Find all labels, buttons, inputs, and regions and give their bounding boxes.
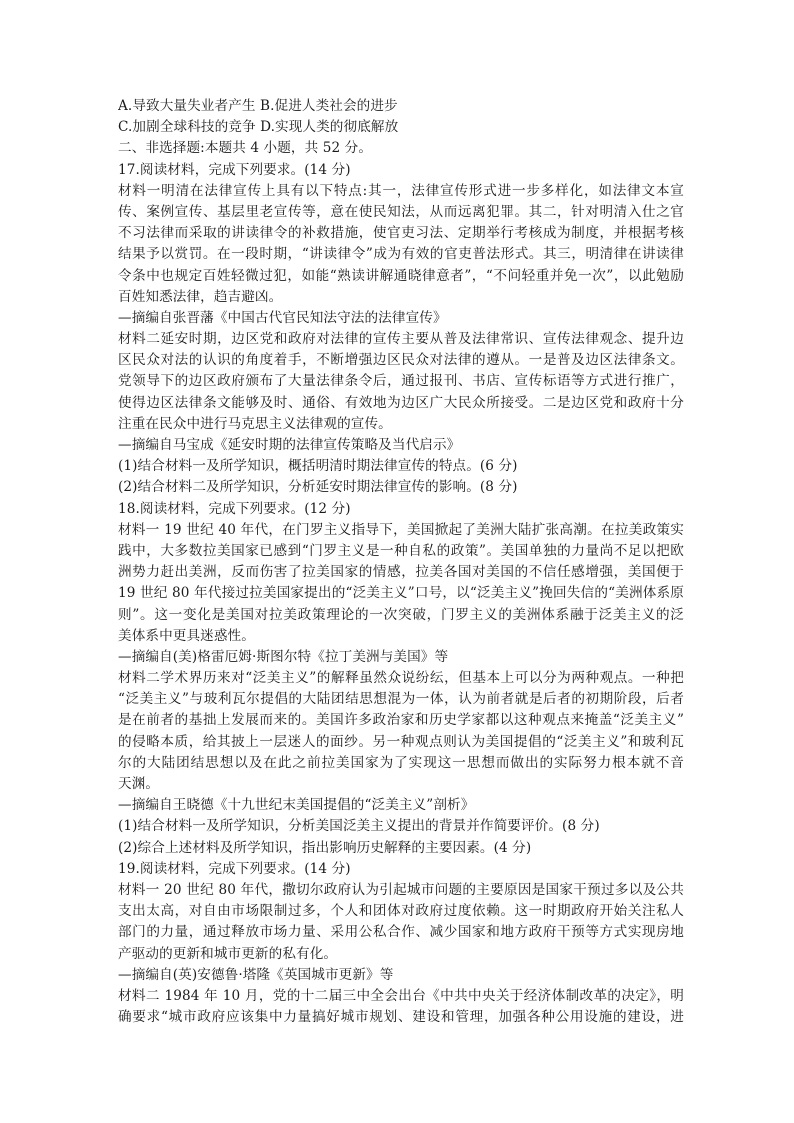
exam-page (118, 96, 684, 1028)
text-line: —摘编自张晋藩《中国古代官民知法守法的法律宣传》 (118, 309, 447, 326)
text-line: —摘编自(美)格雷厄姆·斯图尔特《拉丁美洲与美国》等 (118, 648, 449, 665)
text-line: 材料二学术界历来对“泛美主义”的解释虽然众说纷纭，但基本上可以分为两种观点。一种把 (118, 670, 684, 687)
text-line: 材料二 1984 年 10 月，党的十二届三中全会出台《中共中央关于经济体制改革的决定》，明 (118, 987, 684, 1004)
text-line: —摘编自(英)安德鲁·塔隆《英国城市更新》等 (118, 966, 394, 983)
text-line: (1)结合材料一及所学知识，分析美国泛美主义提出的背景并作简要评价。(8 分) (118, 818, 600, 835)
text-line: 材料一明清在法律宣传上具有以下特点:其一，法律宣传形式进一步多样化，如法律文本宣 (118, 182, 684, 199)
text-line: 19.阅读材料，完成下列要求。(14 分) (118, 860, 351, 877)
text-line: 不习法律而采取的讲读律令的补救措施，使官吏习法、定期举行考核成为制度，并根据考核 (118, 225, 684, 242)
text-line: 产驱动的更新和城市更新的私有化。 (118, 945, 338, 962)
text-line: 天渊。 (118, 776, 160, 792)
text-line: (2)结合材料二及所学知识，分析延安时期法律宣传的影响。(8 分) (118, 479, 518, 496)
text-line: 18.阅读材料，完成下列要求。(12 分) (118, 500, 351, 517)
text-line: (1)结合材料一及所学知识，概括明清时期法律宣传的特点。(6 分) (118, 458, 518, 475)
text-line: 使得边区法律条文能够及时、通俗、有效地为边区广大民众所接受。二是边区党和政府十分 (118, 394, 684, 411)
text-line: 17.阅读材料，完成下列要求。(14 分) (118, 161, 351, 178)
text-line: 百姓知悉法律，趋吉避凶。 (118, 288, 283, 305)
text-line: A.导致大量失业者产生 B.促进人类社会的进步 (118, 98, 398, 114)
text-line: 确要求“城市政府应该集中力量搞好城市规划、建设和管理，加强各种公用设施的建设，进 (118, 1009, 684, 1026)
text-line: 践中，大多数拉美国家已感到“门罗主义是一种自私的政策”。美国单独的力量尚不足以把欧 (118, 542, 684, 559)
text-line: 部门的力量，通过释放市场力量、采用公私合作、减少国家和地方政府干预等方式实现房地 (118, 924, 684, 941)
text-line: 材料二延安时期，边区党和政府对法律的宣传主要从普及法律常识、宣传法律观念、提升边 (118, 331, 684, 348)
text-line: 党领导下的边区政府颁布了大量法律条令后，通过报刊、书店、宣传标语等方式进行推广， (118, 373, 684, 390)
text-line: C.加剧全球科技的竞争 D.实现人类的彻底解放 (118, 119, 399, 136)
text-line: 区民众对法的认识的角度着手，不断增强边区民众对法律的遵从。一是普及边区法律条文。 (118, 352, 684, 369)
text-line: —摘编自王晓德《十九世纪末美国提倡的“泛美主义”剖析》 (118, 797, 475, 814)
text-line: 美体系中更具迷惑性。 (118, 627, 255, 644)
text-line: 二、非选择题:本题共 4 小题，共 52 分。 (118, 140, 373, 157)
text-line: 材料一 19 世纪 40 年代，在门罗主义指导下，美国掀起了美洲大陆扩张高潮。在拉美政策实 (118, 521, 684, 538)
text-line: —摘编自马宝成《延安时期的法律宣传策略及当代启示》 (118, 437, 461, 453)
text-line: 支出太高，对自由市场限制过多，个人和团体对政府过度依赖。这一时期政府开始关注私人 (118, 903, 684, 920)
text-line: 是在前者的基拙上发展而来的。美国许多政治家和历史学家都以这种观点来掩盖“泛美主义” (118, 712, 684, 729)
text-line: 令条中也规定百姓轻微过犯，如能“熟读讲解通晓律意者”，“不问轻重并免一次”，以此勉励 (118, 267, 684, 284)
text-line: (2)综合上述材料及所学知识，指出影响历史解释的主要因素。(4 分) (118, 839, 532, 856)
text-line: 结果予以赏罚。在一段时期，“讲读律令”成为有效的官吏普法形式。其三，明清律在讲读律 (118, 246, 684, 263)
text-line: “泛美主义”与玻利瓦尔提倡的大陆团结思想混为一体，认为前者就是后者的初期阶段，后者 (118, 691, 684, 708)
text-line: 尔的大陆团结思想以及在此之前拉美国家为了实现这一思想而做出的实际努力根本就不音 (118, 754, 684, 771)
text-line: 19 世纪 80 年代接过拉美国家提出的“泛美主义”口号，以“泛美主义”挽回失信的“美洲体系原 (118, 585, 684, 602)
text-line: 的侵略本质，给其披上一层迷人的面纱。另一种观点则认为美国提倡的“泛美主义”和玻利瓦 (118, 733, 684, 750)
text-line: 则”。这一变化是美国对拉美政策理论的一次突破，门罗主义的美洲体系融于泛美主义的泛 (118, 606, 684, 623)
text-line: 传、案例宣传、基层里老宣传等，意在使民知法，从而远离犯罪。其二，针对明清入仕之官 (118, 203, 684, 220)
text-line: 洲势力赶出美洲，反而伤害了拉美国家的情感，拉美各国对美国的不信任感增强，美国便于 (118, 564, 684, 581)
text-line: 材料一 20 世纪 80 年代，撒切尔政府认为引起城市问题的主要原因是国家干预过多以及公共 (118, 881, 684, 898)
text-line: 注重在民众中进行马克思主义法律观的宣传。 (118, 415, 392, 432)
